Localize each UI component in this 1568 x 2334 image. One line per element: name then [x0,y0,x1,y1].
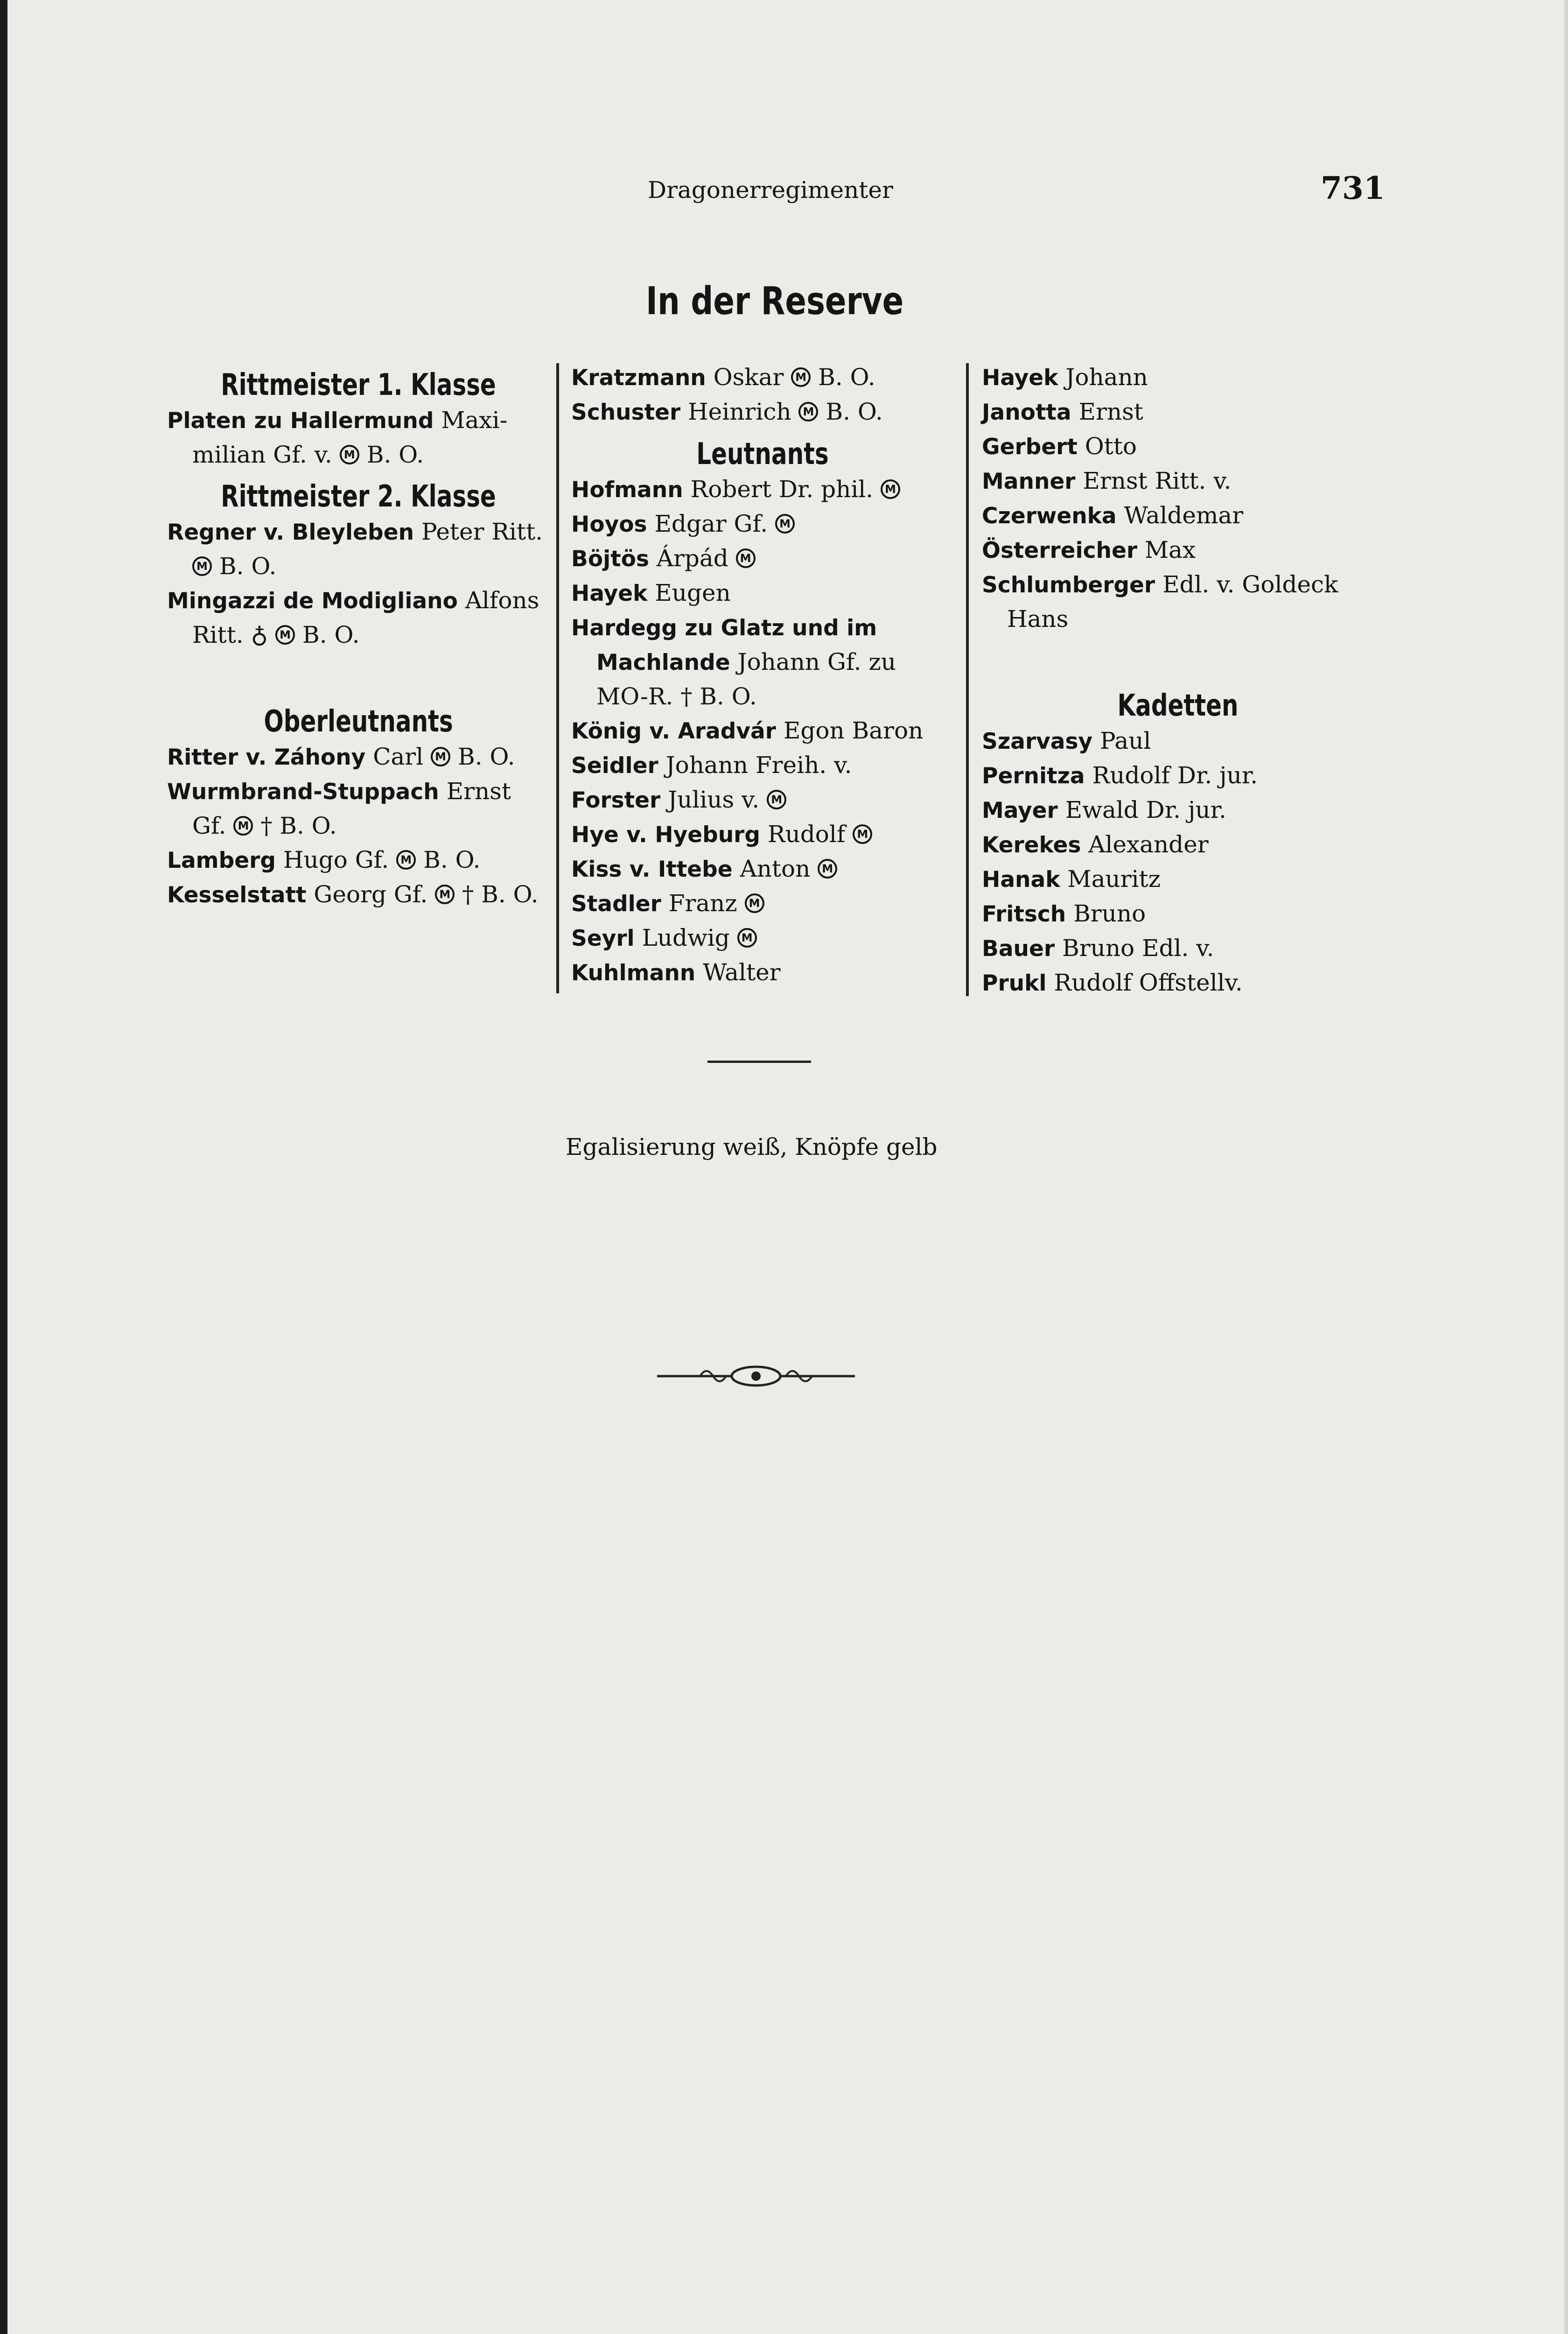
separator-rule [707,1061,811,1063]
person-surname: Hye v. Hyeburg [571,822,761,848]
page-binding-edge [0,0,7,2334]
person-surname: Lamberg [167,848,276,873]
person-surname: Kesselstatt [167,882,307,908]
roster-entry [571,817,954,852]
person-details: Ewald Dr. jur. [1065,796,1226,823]
person-details: Alfons Ritt. [192,587,539,648]
person-details: Ernst Ritt. v. [1083,467,1232,494]
section-title: In der Reserve [646,279,904,323]
person-surname: Seidler [571,753,658,779]
award-abbreviation: B. O. [219,553,277,580]
person-surname: Stadler [571,891,661,917]
person-surname: Czerwenka [982,503,1117,529]
roster-entry [982,931,1374,966]
medal-icon: M [431,747,450,766]
award-abbreviation: B. O. [826,398,883,425]
person-details: Peter Ritt. [421,518,543,545]
person-surname: Wurmbrand-Stuppach [167,779,439,805]
roster-entry [571,472,954,507]
award-abbreviation: † B. O. [680,683,757,710]
section-heading: Leutnants [696,437,829,471]
person-details: Heinrich [688,398,791,425]
medal-icon: M [853,824,872,844]
person-surname: Janotta [982,400,1071,425]
person-surname: Platen zu Hallermund [167,408,434,434]
person-details: Otto [1085,433,1137,460]
person-details: Oskar [713,364,784,391]
person-surname: König v. Aradvár [571,718,776,744]
person-surname: Fritsch [982,901,1066,927]
medal-icon: M [775,514,795,534]
person-surname: Hofmann [571,477,683,503]
roster-entry [571,541,954,576]
medal-icon: M [745,893,764,913]
person-details: Walter [703,959,781,986]
person-details: Mauritz [1067,865,1161,893]
person-surname: Hayek [571,581,648,606]
roster-entry [982,360,1374,395]
person-surname: Regner v. Bleyleben [167,520,414,545]
section-heading: Rittmeister 2. Klasse [221,479,496,514]
person-details: Alexander [1088,831,1209,858]
medal-icon: M [881,479,900,499]
person-details: Eugen [655,579,731,606]
person-surname: Schlumberger [982,572,1155,598]
medal-icon: M [818,859,837,879]
ornament-divider [653,1362,859,1392]
roster-entry [571,360,954,395]
medal-icon: M [233,816,253,836]
column-2 [571,360,954,990]
column-divider-1 [556,363,559,993]
person-surname: Mayer [982,798,1058,823]
person-details: Bruno [1073,900,1146,927]
roster-entry [571,956,954,990]
award-abbreviation: B. O. [423,846,481,873]
roster-entry [982,395,1374,429]
roster-entry [982,724,1374,759]
person-details: Waldemar [1124,502,1244,529]
person-details: Ernst [1078,398,1143,425]
person-details: Carl [373,743,424,770]
person-surname: Österreicher [982,538,1137,563]
roster-entry [982,966,1374,1000]
roster-entry [571,507,954,541]
roster-entry [167,515,550,584]
section-heading: Oberleutnants [264,704,453,739]
person-details: Franz [668,890,737,917]
facing-colors-note: Egalisierung weiß, Knöpfe gelb [566,1133,938,1160]
roster-entry [167,774,550,843]
person-details: Johann Gf. zu MO-R. [596,648,896,710]
award-abbreviation: B. O. [302,621,360,648]
person-surname: Gerbert [982,434,1078,460]
column-divider-2 [966,363,969,996]
person-details: Rudolf Dr. jur. [1092,762,1258,789]
medal-icon: M [275,625,295,645]
award-abbreviation: B. O. [818,364,875,391]
award-abbreviation: † B. O. [260,812,337,839]
person-details: Edl. v. Goldeck Hans [1007,571,1338,633]
medal-icon: M [396,850,416,870]
person-surname: Bauer [982,936,1055,962]
roster-entry [167,584,550,652]
medal-icon: M [736,548,756,568]
person-details: Bruno Edl. v. [1062,935,1214,962]
person-surname: Ritter v. Záhony [167,745,366,770]
roster-entry [167,843,550,878]
award-abbreviation: B. O. [458,743,515,770]
medal-icon: M [435,885,455,904]
person-details: Robert Dr. phil. [690,476,874,503]
person-surname: Hoyos [571,512,647,537]
medal-icon: M [192,556,212,576]
person-details: Ludwig [642,924,730,951]
person-surname: Forster [571,787,661,813]
medal-icon: M [791,367,811,387]
roster-entry [571,783,954,817]
person-surname: Kuhlmann [571,960,696,986]
person-details: Rudolf Offstellv. [1054,969,1243,996]
medal-icon: M [767,790,786,809]
person-surname: Prukl [982,970,1047,996]
roster-entry [982,429,1374,464]
roster-entry [571,395,954,429]
person-details: Árpád [656,545,728,572]
medal-icon: M [737,928,757,948]
running-title: Dragonerregimenter [648,176,893,204]
person-details: Max [1144,536,1196,563]
person-surname: Böjtös [571,546,649,572]
person-surname: Kerekes [982,832,1081,858]
person-details: Hugo Gf. [283,846,389,873]
roster-entry [571,576,954,611]
roster-entry [982,828,1374,862]
person-surname: Mingazzi de Modigliano [167,588,458,614]
roster-entry [167,740,550,774]
person-surname: Kratzmann [571,365,706,391]
page-number: 731 [1321,170,1385,206]
person-surname: Hayek [982,365,1058,391]
person-details: Georg Gf. [314,881,428,908]
roster-entry [982,759,1374,793]
medal-icon: M [340,445,359,464]
person-details: Julius v. [668,786,760,813]
person-surname: Hardegg zu Glatz und im Machlande [571,615,877,675]
person-details: Edgar Gf. [654,510,768,537]
section-heading: Kadetten [1117,689,1239,723]
person-surname: Pernitza [982,763,1085,789]
person-details: Maxi-milian Gf. v. [192,407,508,468]
roster-entry [571,748,954,783]
roster-entry [167,403,550,472]
person-surname: Hanak [982,867,1060,893]
person-details: Rudolf [767,821,846,848]
section-heading: Rittmeister 1. Klasse [221,368,496,402]
roster-entry [571,921,954,956]
decoration-symbol: ♁ [251,621,268,648]
person-details: Johann [1065,364,1148,391]
person-details: Paul [1099,727,1151,754]
roster-entry [982,568,1374,636]
roster-entry [982,464,1374,499]
roster-entry [571,886,954,921]
person-details: Ernst Gf. [192,778,511,839]
roster-entry [982,897,1374,931]
award-abbreviation: † B. O. [462,881,539,908]
roster-entry [982,862,1374,897]
person-details: Egon Baron [783,717,924,744]
page-right-edge [1564,0,1568,2334]
column-3 [982,360,1374,1000]
roster-entry [982,793,1374,828]
person-surname: Manner [982,469,1076,494]
person-surname: Kiss v. Ittebe [571,857,733,882]
person-surname: Szarvasy [982,729,1093,754]
roster-entry [571,611,954,714]
person-surname: Schuster [571,400,681,425]
award-abbreviation: B. O. [366,441,424,468]
roster-entry [571,714,954,748]
roster-entry [982,533,1374,568]
person-surname: Seyrl [571,926,635,951]
roster-entry [571,852,954,886]
roster-entry [167,878,550,912]
column-1 [167,360,550,912]
roster-entry [982,499,1374,533]
medal-icon: M [798,402,818,422]
person-details: Anton [740,855,811,882]
person-details: Johann Freih. v. [665,752,852,779]
